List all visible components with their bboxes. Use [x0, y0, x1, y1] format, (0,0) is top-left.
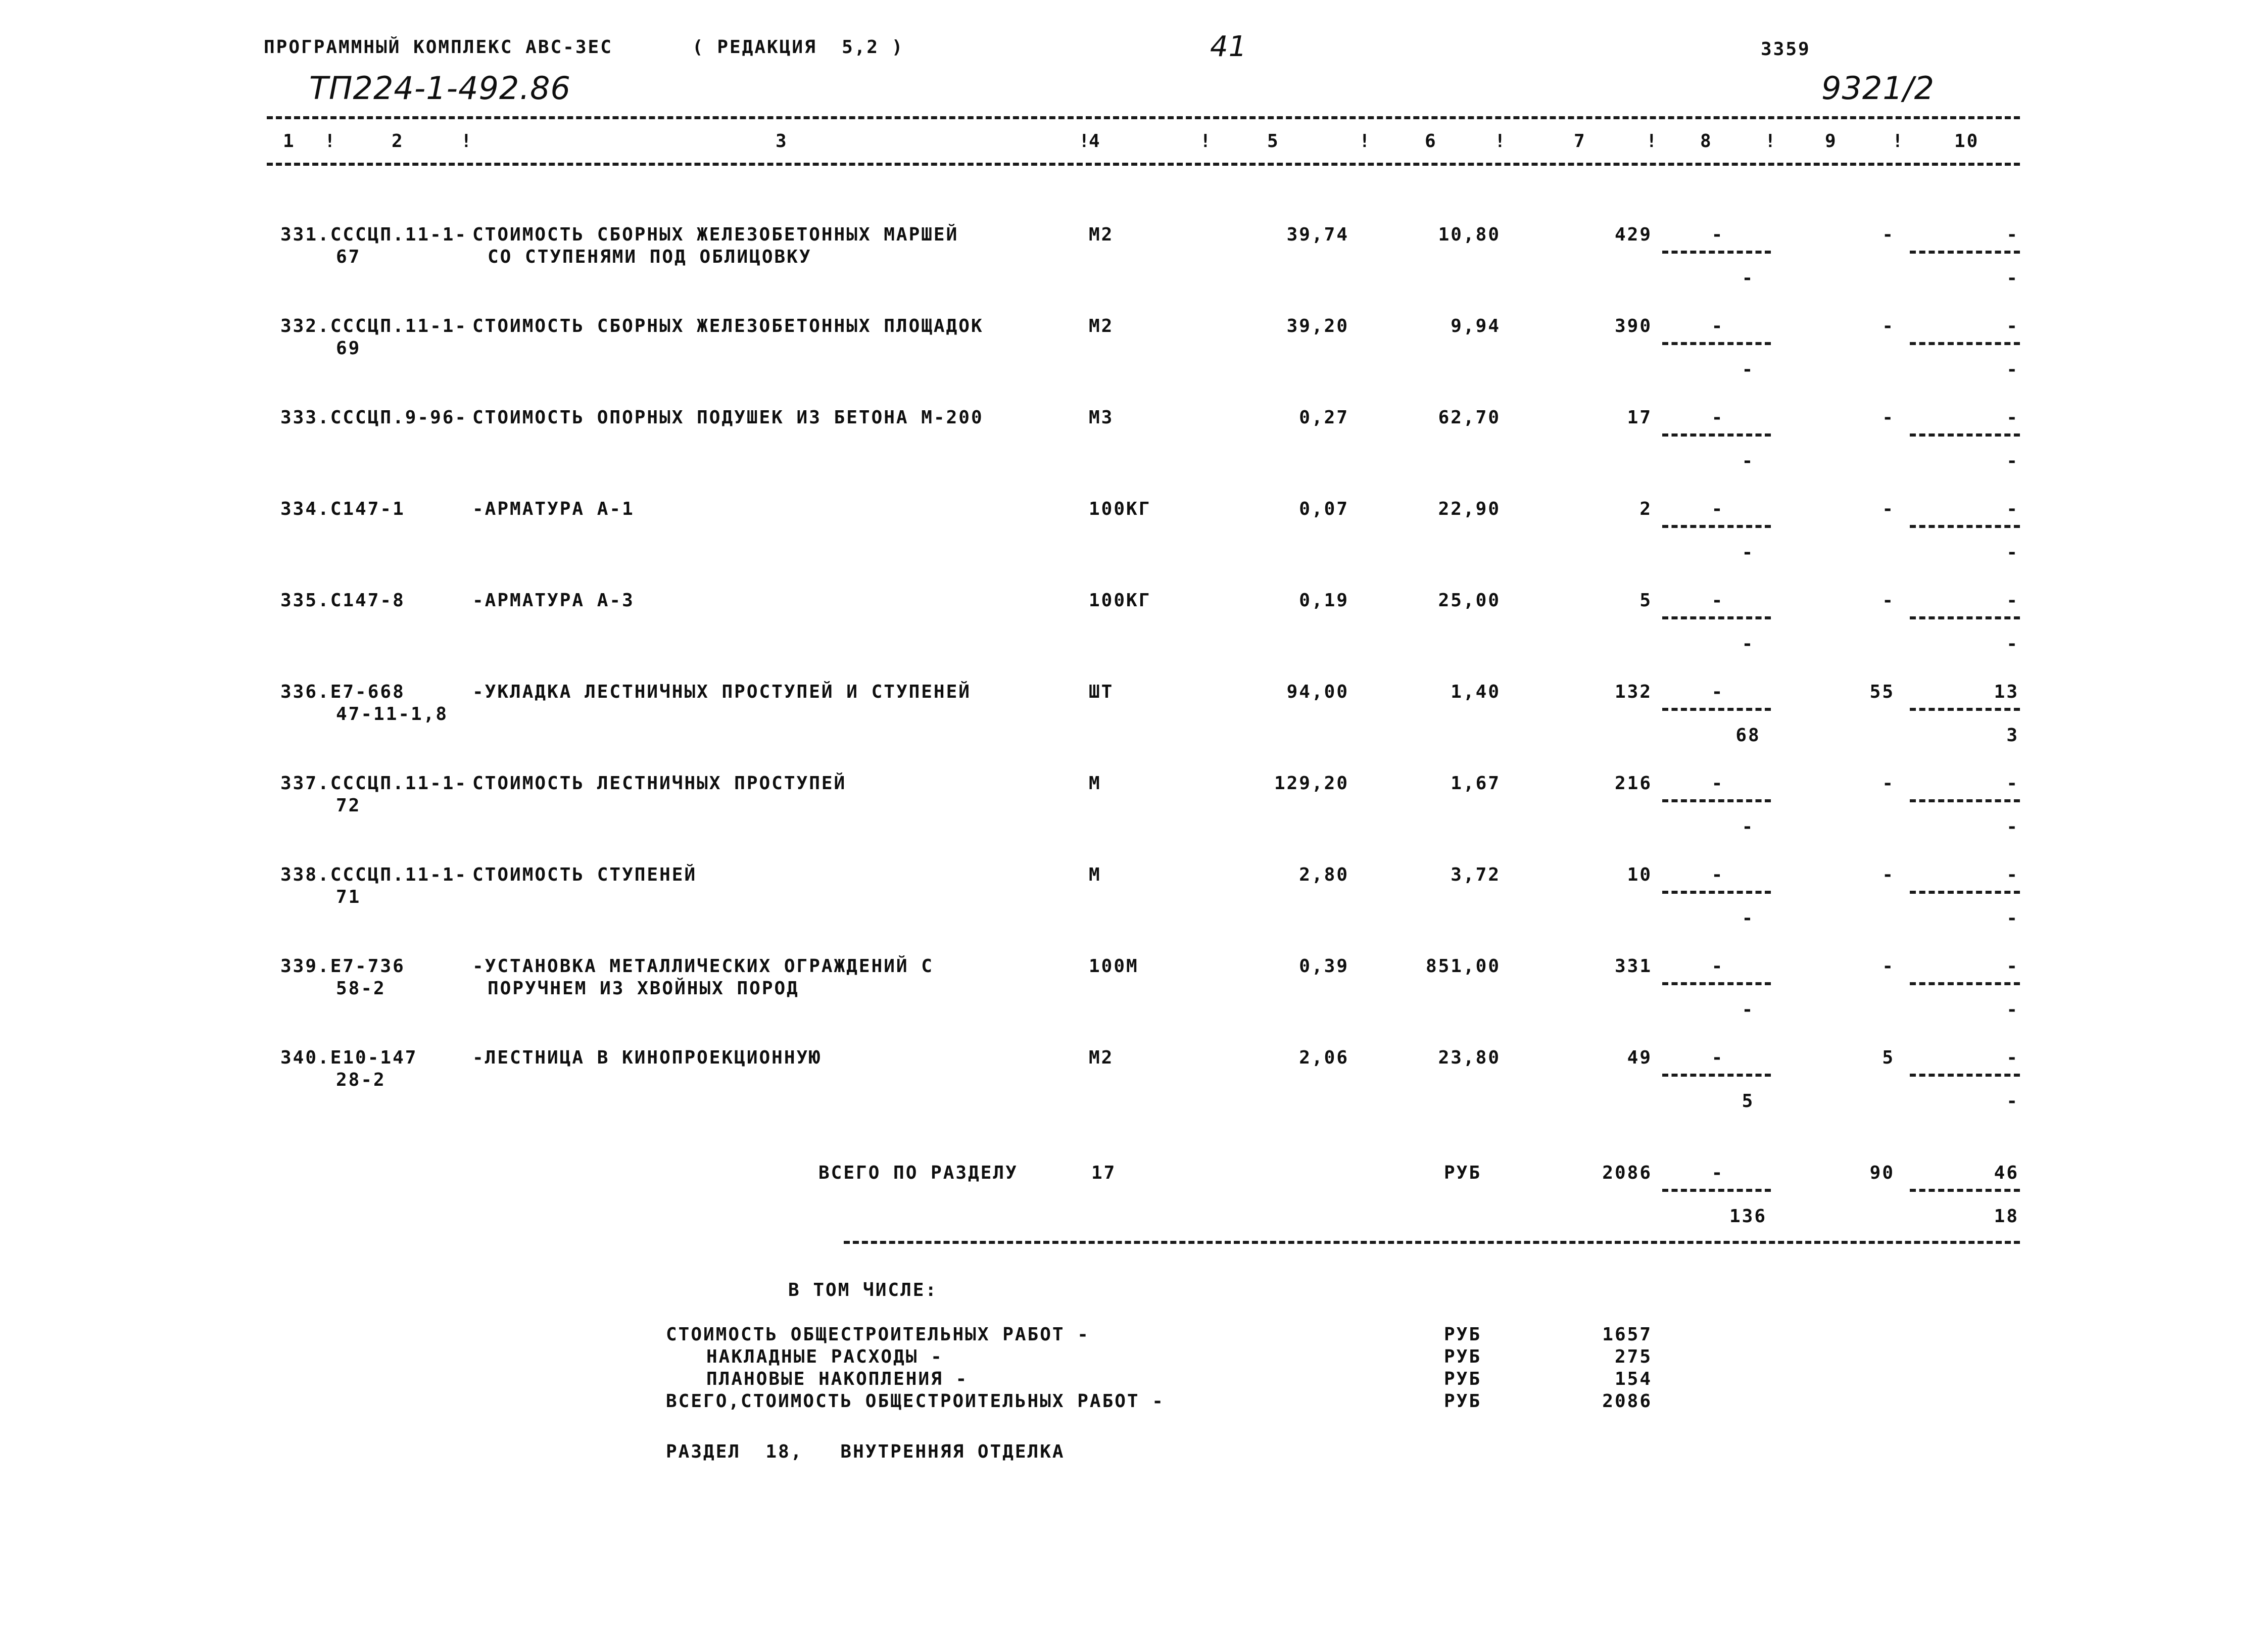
row-col10-upper: - — [2006, 864, 2019, 885]
column-separator: ! — [1359, 131, 1372, 152]
page-number: 41 — [1210, 30, 1247, 63]
row-col8-lower: - — [1742, 268, 1755, 288]
document-number: 9321/2 — [1821, 70, 1935, 107]
row-col9: - — [1882, 407, 1895, 428]
row-col10-rule — [1910, 525, 2020, 528]
row-code: 338.СССЦП.11-1- — [280, 864, 468, 885]
row-quantity: 2,06 — [1299, 1047, 1349, 1068]
row-col9: 55 — [1869, 682, 1895, 702]
row-unit-price: 9,94 — [1451, 316, 1501, 336]
row-total: 17 — [1627, 407, 1652, 428]
row-quantity: 94,00 — [1286, 682, 1349, 702]
row-col8-upper: - — [1711, 499, 1724, 519]
row-quantity: 2,80 — [1299, 864, 1349, 885]
header-rule-bottom — [267, 163, 2020, 166]
row-description: СТОИМОСТЬ СТУПЕНЕЙ — [472, 864, 697, 885]
row-unit-price: 23,80 — [1438, 1047, 1501, 1068]
section-total-col8-rule — [1662, 1189, 1771, 1192]
row-col10-upper: - — [2006, 590, 2019, 611]
row-total: 2 — [1639, 499, 1652, 519]
row-col8-upper: - — [1711, 224, 1724, 245]
row-col8-upper: - — [1711, 316, 1724, 336]
row-description: -АРМАТУРА А-3 — [472, 590, 635, 611]
row-code: 336.Е7-668 — [280, 682, 405, 702]
including-item-value: 275 — [1614, 1346, 1652, 1367]
row-code-suffix: 28-2 — [336, 1070, 386, 1090]
row-quantity: 0,39 — [1299, 956, 1349, 977]
row-quantity: 129,20 — [1274, 773, 1349, 794]
row-col10-rule — [1910, 982, 2020, 985]
section-total-number: 17 — [1091, 1163, 1117, 1183]
row-description-cont: СО СТУПЕНЯМИ ПОД ОБЛИЦОВКУ — [488, 247, 812, 267]
row-description: -ЛЕСТНИЦА В КИНОПРОЕКЦИОННУЮ — [472, 1047, 822, 1068]
row-col10-rule — [1910, 433, 2020, 437]
row-col10-upper: - — [2006, 499, 2019, 519]
row-col8-rule — [1662, 1074, 1771, 1077]
row-col9: - — [1882, 224, 1895, 245]
row-col10-lower: 3 — [2006, 725, 2019, 746]
program-title: ПРОГРАММНЫЙ КОМПЛЕКС АВС-ЗЕС — [264, 37, 613, 58]
column-separator: ! — [461, 131, 473, 152]
column-separator: ! — [1200, 131, 1213, 152]
row-col10-rule — [1910, 1074, 2020, 1077]
row-col10-rule — [1910, 251, 2020, 254]
row-col8-upper: - — [1711, 864, 1724, 885]
row-col8-upper: - — [1711, 956, 1724, 977]
including-item-label: ПЛАНОВЫЕ НАКОПЛЕНИЯ - — [706, 1369, 969, 1389]
row-code-suffix: 67 — [336, 247, 361, 267]
row-col10-upper: - — [2006, 316, 2019, 336]
column-number: 4 — [1089, 131, 1101, 152]
row-col8-lower: - — [1742, 542, 1755, 563]
row-col8-lower: - — [1742, 451, 1755, 471]
column-number: 5 — [1267, 131, 1280, 152]
row-col8-upper: - — [1711, 773, 1724, 794]
row-col10-lower: - — [2006, 451, 2019, 471]
row-description: -УКЛАДКА ЛЕСТНИЧНЫХ ПРОСТУПЕЙ И СТУПЕНЕЙ — [472, 682, 971, 702]
row-col8-rule — [1662, 982, 1771, 985]
row-col10-lower: - — [2006, 816, 2019, 837]
row-unit-price: 3,72 — [1451, 864, 1501, 885]
including-item-unit: РУБ — [1444, 1369, 1482, 1389]
row-col8-lower: - — [1742, 999, 1755, 1020]
row-col8-lower: 68 — [1735, 725, 1761, 746]
including-item-unit: РУБ — [1444, 1346, 1482, 1367]
row-col8-lower: - — [1742, 908, 1755, 929]
row-unit: М — [1089, 864, 1101, 885]
row-description: -УСТАНОВКА МЕТАЛЛИЧЕСКИХ ОГРАЖДЕНИЙ С — [472, 956, 934, 977]
column-number: 2 — [392, 131, 404, 152]
row-code: 337.СССЦП.11-1- — [280, 773, 468, 794]
row-col8-upper: - — [1711, 682, 1724, 702]
row-unit: М — [1089, 773, 1101, 794]
row-total: 216 — [1614, 773, 1652, 794]
row-unit-price: 22,90 — [1438, 499, 1501, 519]
row-col10-upper: - — [2006, 773, 2019, 794]
row-col9: - — [1882, 956, 1895, 977]
row-col8-rule — [1662, 616, 1771, 619]
row-unit: ШТ — [1089, 682, 1114, 702]
column-separator: ! — [1765, 131, 1777, 152]
including-item-label: СТОИМОСТЬ ОБЩЕСТРОИТЕЛЬНЫХ РАБОТ - — [666, 1324, 1090, 1345]
row-total: 49 — [1627, 1047, 1652, 1068]
row-unit: 100КГ — [1089, 499, 1151, 519]
including-item-label: ВСЕГО,СТОИМОСТЬ ОБЩЕСТРОИТЕЛЬНЫХ РАБОТ - — [666, 1391, 1165, 1412]
row-col8-rule — [1662, 433, 1771, 437]
row-quantity: 39,74 — [1286, 224, 1349, 245]
including-item-label: НАКЛАДНЫЕ РАСХОДЫ - — [706, 1346, 943, 1367]
document-code: 3359 — [1761, 39, 1811, 60]
row-col8-upper: - — [1711, 590, 1724, 611]
row-quantity: 0,07 — [1299, 499, 1349, 519]
row-col9: - — [1882, 773, 1895, 794]
row-unit-price: 62,70 — [1438, 407, 1501, 428]
including-item-value: 154 — [1614, 1369, 1652, 1389]
row-col10-upper: 13 — [1994, 682, 2019, 702]
row-col8-lower: - — [1742, 816, 1755, 837]
row-col10-rule — [1910, 708, 2020, 711]
row-col10-lower: - — [2006, 1091, 2019, 1112]
row-code-suffix: 47-11-1,8 — [336, 704, 449, 725]
row-col8-rule — [1662, 799, 1771, 802]
section-total-col9: 90 — [1869, 1163, 1895, 1183]
section-total-sum: 2086 — [1602, 1163, 1652, 1183]
row-unit: М2 — [1089, 224, 1114, 245]
row-col8-rule — [1662, 891, 1771, 894]
row-col9: - — [1882, 590, 1895, 611]
row-col9: - — [1882, 864, 1895, 885]
column-number: 9 — [1825, 131, 1838, 152]
row-quantity: 39,20 — [1286, 316, 1349, 336]
including-label: В ТОМ ЧИСЛЕ: — [788, 1280, 938, 1300]
row-code-suffix: 72 — [336, 795, 361, 816]
row-col10-upper: - — [2006, 1047, 2019, 1068]
section-total-label: ВСЕГО ПО РАЗДЕЛУ — [818, 1163, 1018, 1183]
column-separator: ! — [1494, 131, 1507, 152]
row-unit-price: 10,80 — [1438, 224, 1501, 245]
row-col10-rule — [1910, 616, 2020, 619]
row-description-cont: ПОРУЧНЕМ ИЗ ХВОЙНЫХ ПОРОД — [488, 978, 799, 999]
row-col10-rule — [1910, 891, 2020, 894]
section-total-col8: - — [1711, 1163, 1724, 1183]
row-col8-rule — [1662, 708, 1771, 711]
row-unit: М2 — [1089, 316, 1114, 336]
row-code-suffix: 69 — [336, 338, 361, 359]
column-separator: ! — [1892, 131, 1905, 152]
row-col9: - — [1882, 499, 1895, 519]
including-item-value: 1657 — [1602, 1324, 1652, 1345]
row-col8-lower: - — [1742, 634, 1755, 654]
row-code: 332.СССЦП.11-1- — [280, 316, 468, 336]
row-col10-rule — [1910, 799, 2020, 802]
column-number: 7 — [1574, 131, 1586, 152]
row-col10-lower: - — [2006, 359, 2019, 380]
row-code: 339.Е7-736 — [280, 956, 405, 977]
row-total: 429 — [1614, 224, 1652, 245]
including-item-unit: РУБ — [1444, 1391, 1482, 1412]
row-description: СТОИМОСТЬ СБОРНЫХ ЖЕЛЕЗОБЕТОННЫХ ПЛОЩАДОК — [472, 316, 984, 336]
row-col10-lower: - — [2006, 634, 2019, 654]
row-code-suffix: 71 — [336, 887, 361, 907]
section-total-rule — [844, 1241, 2020, 1244]
column-separator: ! — [1646, 131, 1659, 152]
row-description: СТОИМОСТЬ ЛЕСТНИЧНЫХ ПРОСТУПЕЙ — [472, 773, 847, 794]
row-code: 335.С147-8 — [280, 590, 405, 611]
row-col8-rule — [1662, 525, 1771, 528]
row-unit-price: 1,40 — [1451, 682, 1501, 702]
row-description: СТОИМОСТЬ ОПОРНЫХ ПОДУШЕК ИЗ БЕТОНА М-200 — [472, 407, 984, 428]
edition-label: ( РЕДАКЦИЯ 5,2 ) — [692, 37, 904, 58]
project-number: ТП224-1-492.86 — [309, 70, 571, 107]
row-col10-rule — [1910, 342, 2020, 345]
row-total: 10 — [1627, 864, 1652, 885]
row-code: 333.СССЦП.9-96- — [280, 407, 468, 428]
column-number: 3 — [776, 131, 788, 152]
row-quantity: 0,19 — [1299, 590, 1349, 611]
row-unit: М2 — [1089, 1047, 1114, 1068]
header-rule-top — [267, 116, 2020, 119]
row-code: 340.Е10-147 — [280, 1047, 418, 1068]
section-total-unit: РУБ — [1444, 1163, 1482, 1183]
row-col10-lower: - — [2006, 268, 2019, 288]
row-unit: 100М — [1089, 956, 1139, 977]
column-number: 10 — [1954, 131, 1980, 152]
section-total-col8-lower: 136 — [1729, 1206, 1767, 1227]
row-col8-lower: - — [1742, 359, 1755, 380]
column-separator: ! — [1079, 131, 1091, 152]
row-col8-upper: - — [1711, 1047, 1724, 1068]
row-total: 5 — [1639, 590, 1652, 611]
row-total: 331 — [1614, 956, 1652, 977]
row-total: 390 — [1614, 316, 1652, 336]
row-quantity: 0,27 — [1299, 407, 1349, 428]
row-col8-lower: 5 — [1742, 1091, 1755, 1112]
row-col8-rule — [1662, 251, 1771, 254]
row-col10-upper: - — [2006, 407, 2019, 428]
including-item-value: 2086 — [1602, 1391, 1652, 1412]
row-unit-price: 1,67 — [1451, 773, 1501, 794]
column-number: 6 — [1425, 131, 1437, 152]
section-total-col10-lower: 18 — [1994, 1206, 2019, 1227]
row-code: 331.СССЦП.11-1- — [280, 224, 468, 245]
row-col9: - — [1882, 316, 1895, 336]
row-unit: М3 — [1089, 407, 1114, 428]
next-section-heading: РАЗДЕЛ 18, ВНУТРЕННЯЯ ОТДЕЛКА — [666, 1441, 1065, 1462]
row-unit-price: 851,00 — [1425, 956, 1501, 977]
row-total: 132 — [1614, 682, 1652, 702]
section-total-col10-rule — [1910, 1189, 2020, 1192]
row-description: СТОИМОСТЬ СБОРНЫХ ЖЕЛЕЗОБЕТОННЫХ МАРШЕЙ — [472, 224, 959, 245]
row-col10-upper: - — [2006, 956, 2019, 977]
column-number: 8 — [1700, 131, 1713, 152]
section-total-col10: 46 — [1994, 1163, 2019, 1183]
row-col10-lower: - — [2006, 999, 2019, 1020]
row-col10-upper: - — [2006, 224, 2019, 245]
row-col8-rule — [1662, 342, 1771, 345]
row-col10-lower: - — [2006, 908, 2019, 929]
row-description: -АРМАТУРА А-1 — [472, 499, 635, 519]
column-number: 1 — [283, 131, 296, 152]
column-separator: ! — [324, 131, 337, 152]
row-unit: 100КГ — [1089, 590, 1151, 611]
row-col8-upper: - — [1711, 407, 1724, 428]
row-col10-lower: - — [2006, 542, 2019, 563]
row-unit-price: 25,00 — [1438, 590, 1501, 611]
including-item-unit: РУБ — [1444, 1324, 1482, 1345]
row-code-suffix: 58-2 — [336, 978, 386, 999]
row-col9: 5 — [1882, 1047, 1895, 1068]
row-code: 334.С147-1 — [280, 499, 405, 519]
